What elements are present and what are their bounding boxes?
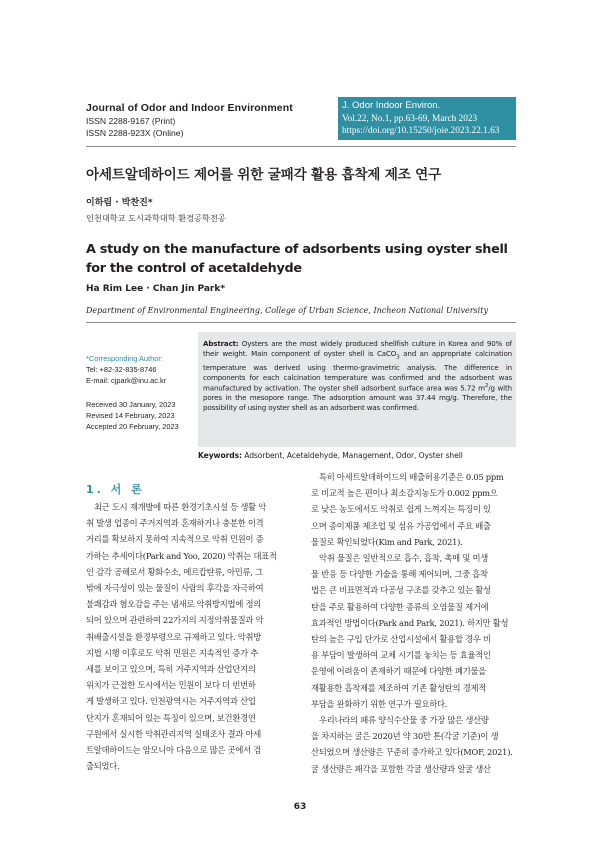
body-line: 지법 시행 이후로도 악취 민원은 지속적인 증가 추 [86, 647, 259, 658]
body-line: 출되었다. [86, 761, 120, 772]
body-line: 로 낮은 농도에서도 악취로 쉽게 느껴지는 특징이 있 [311, 504, 491, 515]
body-line: 트알데하이드는 암모니아 다음으로 많은 곳에서 검 [86, 745, 261, 756]
body-line: 밖에 자극성이 있는 물질이 사람의 후각을 자극하여 [86, 583, 264, 594]
page-number: 63 [293, 802, 307, 812]
abstract-label: Abstract: [203, 339, 239, 348]
body-line: 으며 종이제품 제조업 및 섬유 가공업에서 주요 배출 [311, 520, 491, 531]
journal-name: Journal of Odor and Indoor Environment [86, 102, 293, 114]
header-divider [86, 146, 516, 147]
date-accepted: Accepted 20 February, 2023 [86, 422, 179, 431]
body-line: 최근 도시 재개발에 따른 환경기초시설 등 생활 악 [94, 502, 267, 512]
body-line: 탄을 주로 활용하여 다양한 종류의 오염물질 제거에 [311, 601, 489, 612]
body-line: 탄의 높은 구입 단가로 산업시설에서 활용할 경우 비 [311, 634, 491, 645]
body-line: 단지가 혼재되어 있는 특징이 있으며, 보건환경연 [86, 712, 256, 723]
body-line: 특히 아세트알데하이드의 배출허용기준은 0.05 ppm [319, 472, 504, 482]
body-line: 산되었으며 생산량은 꾸준히 증가하고 있다(MOF, 2021). [311, 747, 513, 758]
body-line: 용 부담이 발생하여 교체 시기를 놓치는 등 효율적인 [311, 650, 491, 661]
affiliation-korean: 인천대학교 도시과학대학 환경공학전공 [86, 213, 226, 223]
body-column-left [86, 499, 292, 774]
journal-citation-box [338, 97, 516, 140]
body-line: 위치가 근접한 도시에서는 민원이 보다 더 빈번하 [86, 680, 256, 691]
body-line: 을 차지하는 굴은 2020년 약 30만 톤(각굴 기준)이 생 [311, 731, 499, 742]
body-line: 불쾌감과 혐오감을 주는 냄새로 악취방지법에 정의 [86, 599, 261, 610]
abstract-part-3: /g with pores in the mesopore range. The adsorption amount was 37.44 mg/g. Therefore, the possibility of using oyster shell as an adsorbent was confirmed. [203, 383, 512, 412]
journal-abbreviation: J. Odor Indoor Environ. [342, 100, 441, 111]
body-line: 우리나라의 패류 양식수산물 중 가장 많은 생산량 [319, 715, 489, 726]
body-line: 물 반응 등 다양한 기술을 통해 제어되며, 그중 흡착 [311, 569, 488, 580]
body-line: 악취 물질은 일반적으로 흡수, 흡착, 촉매 및 미생 [319, 553, 489, 564]
abstract-box [198, 332, 516, 447]
abstract-part-1: Oysters are the most widely produced shellfish culture in Korea and 90% of their weight. Main component of oyster shell is CaCO [203, 339, 512, 358]
body-line: 거리를 확보하지 못하여 지속적으로 악취 민원이 증 [86, 534, 264, 545]
body-line: 인 감각 공해로서 황화수소, 메르캅탄류, 아민류, 그 [86, 566, 263, 577]
body-line: 재활용한 흡착제를 제조하여 기존 활성탄의 경제적 [311, 682, 486, 693]
body-line: 굴 생산량은 패각을 포함한 각굴 생산량과 알굴 생산 [311, 763, 491, 774]
journal-volume: Vol.22, No.1, pp.63-69, March 2023 [342, 113, 478, 124]
affiliation-english: Department of Environmental Engineering, College of Urban Science, Incheon National University [86, 306, 488, 315]
body-line: 세를 보이고 있으며, 특히 거주지역과 산업단지의 [86, 664, 256, 675]
abstract-superscript: 2 [484, 383, 489, 390]
body-line: 취 발생 업종이 주거지역과 혼재하거나 충분한 이격 [86, 518, 264, 529]
date-revised: Revised 14 February, 2023 [86, 411, 175, 420]
journal-header-left [86, 102, 336, 139]
body-line: 로 비교적 높은 편이나 최소감지농도가 0.002 ppm으 [311, 488, 498, 499]
title-divider [86, 322, 516, 323]
date-received: Received 30 January, 2023 [86, 400, 176, 409]
corresponding-tel: Tel: +82-32-835-8746 [86, 365, 157, 374]
body-line: 되어 있으며 관련하여 22가지의 지정악취물질과 악 [86, 615, 264, 626]
authors-english: Ha Rim Lee · Chan Jin Park* [86, 284, 226, 294]
keywords [198, 450, 516, 461]
title-korean: 아세트알데하이드 제어를 위한 굴패각 활용 흡착제 제조 연구 [86, 167, 442, 183]
journal-doi[interactable]: https://doi.org/10.15250/joie.2023.22.1.63 [342, 126, 500, 136]
authors-korean: 이하림 · 박찬진* [86, 198, 153, 208]
body-line: 효과적인 방법이다(Park and Park, 2021). 하지만 활성 [311, 617, 509, 628]
body-line: 취배출시설을 환경부령으로 규제하고 있다. 악취방 [86, 631, 261, 642]
corresponding-email[interactable]: E-mail: cjpark@inu.ac.kr [86, 376, 167, 385]
body-line: 운영에 어려움이 존재하기 때문에 다양한 폐기물을 [311, 666, 486, 677]
keywords-label: Keywords: [198, 451, 242, 460]
body-line: 물질로 확인되었다(Kim and Park, 2021). [311, 536, 463, 547]
body-line: 부담을 완화하기 위한 연구가 필요하다. [311, 698, 448, 709]
body-line: 게 발생하고 있다. 인천광역시는 거주지역과 산업 [86, 696, 256, 707]
abstract-part-2: and an appropriate calcination temperature was derived using thermo-gravimetric analysis. The difference in components for each calcination temperature was confirmed and the adsorbent was manufactured by activation. The oyster shell adsorbent surface area was 5.72 m [203, 348, 512, 393]
abstract-subscript: 3 [396, 354, 400, 361]
issn-online: ISSN 2288-923X (Online) [86, 128, 184, 138]
issn-print: ISSN 2288-9167 (Print) [86, 116, 176, 126]
keywords-text: Adsorbent, Acetaldehyde, Management, Odor, Oyster shell [241, 451, 463, 460]
section-heading: 1. 서 론 [86, 483, 145, 496]
corresponding-author-label: *Corresponding Author: [86, 354, 163, 363]
title-english: A study on the manufacture of adsorbents using oyster shell for the control of acetaldehyde [86, 242, 508, 276]
abstract-text [203, 339, 512, 413]
body-line: 구원에서 실시한 악취관리지역 실태조사 결과 아세 [86, 728, 261, 739]
body-line: 법은 큰 비표면적과 다공성 구조를 갖추고 있는 활성 [311, 585, 491, 596]
body-column-right [311, 469, 517, 777]
body-line: 가하는 추세이다(Park and Yoo, 2020) 악취는 대표적 [86, 550, 277, 561]
